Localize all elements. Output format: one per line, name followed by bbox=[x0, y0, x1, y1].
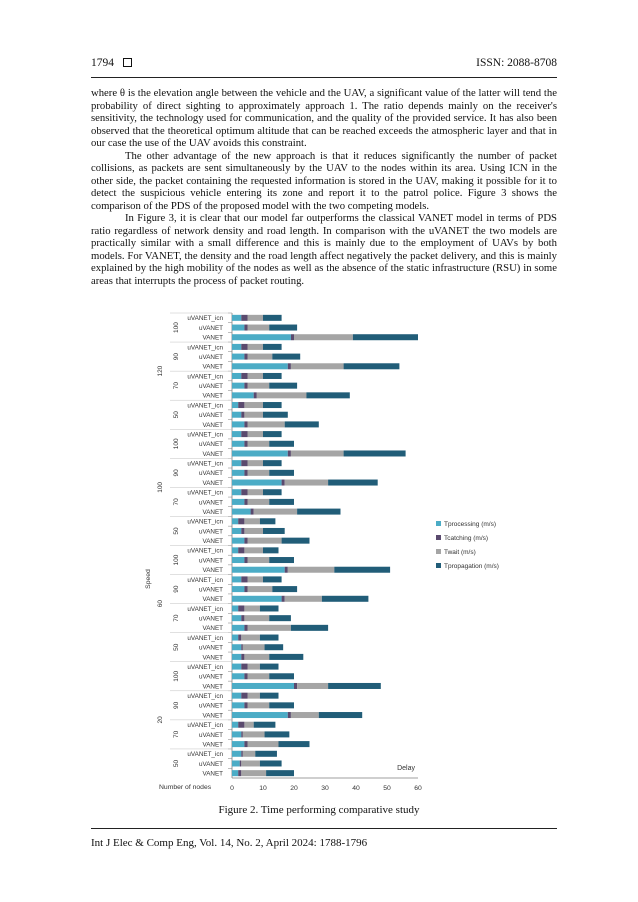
bar-segment bbox=[232, 334, 291, 340]
bar-segment bbox=[248, 664, 260, 670]
bar-segment bbox=[232, 373, 241, 379]
bar-segment bbox=[238, 518, 244, 524]
legend-label: Tpropagation (m/s) bbox=[444, 563, 499, 570]
bar-segment bbox=[232, 412, 241, 418]
nodes-label: 70 bbox=[173, 730, 180, 739]
row-label: uVANET bbox=[198, 557, 223, 565]
bar-segment bbox=[232, 441, 244, 447]
row-label: uVANET bbox=[198, 760, 223, 768]
bar-segment bbox=[269, 470, 294, 476]
bar-segment bbox=[263, 373, 282, 379]
bar-segment bbox=[241, 760, 260, 766]
row-label: uVANET bbox=[198, 412, 223, 420]
row-label: uVANET_icn bbox=[187, 373, 223, 381]
row-label: uVANET bbox=[198, 528, 223, 536]
bar-segment bbox=[272, 354, 300, 360]
bar-segment bbox=[238, 402, 244, 408]
bar-segment bbox=[241, 431, 247, 437]
bar-segment bbox=[328, 480, 378, 486]
row-label: VANET bbox=[202, 538, 223, 546]
footer-rule bbox=[91, 828, 557, 829]
bar-segment bbox=[285, 567, 288, 573]
bar-segment bbox=[263, 528, 285, 534]
bar-segment bbox=[263, 431, 282, 437]
row-label: uVANET_icn bbox=[187, 518, 223, 526]
bar-segment bbox=[255, 751, 277, 757]
bar-segment bbox=[291, 625, 328, 631]
bar-segment bbox=[241, 770, 266, 776]
row-label: VANET bbox=[202, 363, 223, 371]
issn: ISSN: 2088-8708 bbox=[476, 57, 557, 69]
bar-segment bbox=[232, 770, 238, 776]
row-label: VANET bbox=[202, 770, 223, 778]
legend-swatch bbox=[436, 521, 441, 526]
bar-segment bbox=[260, 693, 279, 699]
bar-segment bbox=[244, 528, 263, 534]
bar-segment bbox=[248, 325, 270, 331]
legend-label: Tprocessing (m/s) bbox=[444, 521, 497, 528]
bar-segment bbox=[248, 489, 264, 495]
bar-segment bbox=[248, 586, 273, 592]
bar-segment bbox=[244, 538, 247, 544]
bar-segment bbox=[306, 392, 349, 398]
bar-segment bbox=[248, 499, 270, 505]
bar-segment bbox=[244, 518, 260, 524]
bar-segment bbox=[244, 722, 253, 728]
nodes-label: 70 bbox=[173, 498, 180, 506]
bar-segment bbox=[241, 344, 247, 350]
bar-segment bbox=[232, 421, 244, 427]
bar-segment bbox=[241, 751, 243, 757]
bar-segment bbox=[232, 635, 238, 641]
bar-segment bbox=[232, 731, 241, 737]
row-label: VANET bbox=[202, 596, 223, 604]
bar-segment bbox=[238, 770, 241, 776]
bar-segment bbox=[244, 499, 247, 505]
bar-segment bbox=[232, 615, 241, 621]
nodes-label: 100 bbox=[173, 322, 180, 333]
bar-segment bbox=[232, 344, 241, 350]
row-label: VANET bbox=[202, 392, 223, 400]
nodes-label: 100 bbox=[173, 670, 180, 682]
row-label: uVANET bbox=[198, 731, 223, 739]
bar-segment bbox=[241, 693, 247, 699]
bar-segment bbox=[344, 450, 406, 456]
bar-segment bbox=[232, 722, 238, 728]
bar-segment bbox=[344, 363, 400, 369]
bar-segment bbox=[232, 460, 241, 466]
bar-segment bbox=[232, 567, 285, 573]
bar-segment bbox=[266, 770, 294, 776]
bar-segment bbox=[248, 373, 264, 379]
bar-segment bbox=[297, 683, 328, 689]
bar-segment bbox=[232, 489, 241, 495]
bar-segment bbox=[248, 441, 270, 447]
speed-label: 120 bbox=[157, 365, 164, 377]
row-label: uVANET_icn bbox=[187, 344, 223, 352]
row-label: uVANET_icn bbox=[187, 547, 223, 555]
bar-segment bbox=[248, 557, 270, 563]
bar-segment bbox=[248, 702, 270, 708]
bar-segment bbox=[263, 344, 282, 350]
row-label: VANET bbox=[202, 741, 223, 749]
nodes-label: 70 bbox=[173, 614, 180, 622]
bar-segment bbox=[232, 751, 241, 757]
bar-segment bbox=[269, 654, 303, 660]
bar-segment bbox=[248, 693, 260, 699]
paragraph: The other advantage of the new approach is that it reduces significantly the number of packet collisions, as packets are sent simultaneously by the UAV to the nodes within its area. Using ICN in the other side, the packet containing the requested information is stored in the UAV, making it possible for it to detect the suspicious vehicle entering its zone and report it to the patrol police. Figure 3 shows the comparison of the PDS of the proposed model with the two competing models. bbox=[91, 149, 557, 212]
bar-segment bbox=[269, 325, 297, 331]
bar-segment bbox=[244, 615, 269, 621]
bar-segment bbox=[269, 673, 294, 679]
row-label: uVANET bbox=[198, 324, 223, 332]
bar-segment bbox=[241, 731, 243, 737]
bar-segment bbox=[232, 450, 288, 456]
bar-segment bbox=[263, 547, 279, 553]
bar-segment bbox=[244, 673, 247, 679]
bar-segment bbox=[232, 576, 241, 582]
row-label: uVANET_icn bbox=[187, 751, 223, 759]
bar-segment bbox=[244, 605, 260, 611]
bar-segment bbox=[232, 644, 241, 650]
bar-segment bbox=[232, 499, 244, 505]
bar-segment bbox=[238, 547, 244, 553]
speed-label: 100 bbox=[157, 481, 164, 493]
bar-segment bbox=[232, 664, 241, 670]
bar-segment bbox=[243, 751, 255, 757]
bar-segment bbox=[243, 731, 265, 737]
row-label: uVANET bbox=[198, 383, 223, 391]
row-label: VANET bbox=[202, 683, 223, 691]
row-label: VANET bbox=[202, 654, 223, 662]
bar-segment bbox=[232, 363, 288, 369]
paragraph: where θ is the elevation angle between the vehicle and the UAV, a significant value of the latter will tend the probability of direct sighting to approximately approach 1. The ratio depends mainly on the receiver's sensitivity, the technology used for communication, and the quality of the provided service. It has also been observed that the theoretical optimum altitude that can be reached exceeds the atmospheric layer and that in our case the use of the UAV avoids this constraint. bbox=[91, 87, 557, 149]
bar-segment bbox=[322, 596, 369, 602]
bar-segment bbox=[272, 586, 297, 592]
footer: Int J Elec & Comp Eng, Vol. 14, No. 2, April 2024: 1788-1796 bbox=[91, 837, 368, 849]
row-label: uVANET bbox=[198, 353, 223, 361]
bar-segment bbox=[232, 509, 251, 515]
row-label: uVANET_icn bbox=[187, 489, 223, 497]
bar-segment bbox=[244, 586, 247, 592]
bar-segment bbox=[232, 712, 288, 718]
bar-segment bbox=[244, 441, 247, 447]
bar-segment bbox=[232, 325, 244, 331]
bar-segment bbox=[269, 383, 297, 389]
bar-segment bbox=[291, 334, 294, 340]
row-label: uVANET bbox=[198, 644, 223, 652]
bar-segment bbox=[265, 731, 290, 737]
figure-caption: Figure 2. Time performing comparative study bbox=[218, 804, 420, 816]
bar-segment bbox=[232, 480, 282, 486]
bar-segment bbox=[232, 431, 241, 437]
bar-segment bbox=[319, 712, 362, 718]
bar-segment bbox=[248, 315, 264, 321]
nodes-label: 90 bbox=[173, 701, 180, 709]
bar-segment bbox=[241, 635, 260, 641]
bar-segment bbox=[232, 683, 294, 689]
row-label: uVANET_icn bbox=[187, 315, 223, 323]
bar-segment bbox=[241, 315, 247, 321]
bar-segment bbox=[241, 373, 247, 379]
bar-segment bbox=[241, 489, 247, 495]
bar-segment bbox=[248, 383, 270, 389]
nodes-label: 50 bbox=[173, 759, 180, 768]
bar-segment bbox=[244, 557, 247, 563]
bar-segment bbox=[244, 383, 247, 389]
bar-segment bbox=[251, 509, 254, 515]
row-label: VANET bbox=[202, 712, 223, 720]
bar-segment bbox=[248, 344, 264, 350]
row-label: uVANET bbox=[198, 470, 223, 478]
bar-segment bbox=[232, 625, 244, 631]
bar-segment bbox=[232, 702, 244, 708]
y-axis-subtitle: Number of nodes bbox=[159, 784, 212, 791]
x-tick-label: 40 bbox=[352, 785, 360, 792]
bar-segment bbox=[353, 334, 418, 340]
bar-segment bbox=[244, 354, 247, 360]
bar-segment bbox=[232, 673, 244, 679]
bar-segment bbox=[254, 509, 297, 515]
row-label: uVANET_icn bbox=[187, 693, 223, 701]
bar-segment bbox=[232, 557, 244, 563]
bar-segment bbox=[248, 741, 279, 747]
speed-label: 20 bbox=[157, 716, 164, 724]
bar-segment bbox=[279, 741, 310, 747]
bar-segment bbox=[294, 334, 353, 340]
paragraph: In Figure 3, it is clear that our model far outperforms the classical VANET model in terms of PDS ratio regardless of network density and road length. In comparison with the uVANET the two models are practically similar with a small difference and this is mainly due to the employment of UAVs by both models. For VANET, the density and the road length affect negatively the packet delivery, and this is mainly explained by the high mobility of the nodes as well as the absence of the static infrastructure (RSU) in some areas that interrupts the process of packet routing. bbox=[91, 212, 557, 287]
nodes-label: 90 bbox=[173, 469, 180, 477]
bar-segment bbox=[232, 538, 244, 544]
bar-segment bbox=[243, 644, 265, 650]
bar-segment bbox=[257, 392, 307, 398]
bar-segment bbox=[241, 664, 247, 670]
x-axis-title: Delay bbox=[397, 765, 415, 772]
bar-segment bbox=[288, 363, 291, 369]
nodes-label: 50 bbox=[173, 411, 180, 419]
legend-label: Twait (m/s) bbox=[444, 549, 476, 556]
row-label: VANET bbox=[202, 450, 223, 458]
bar-segment bbox=[288, 712, 291, 718]
row-label: uVANET_icn bbox=[187, 431, 223, 439]
x-tick-label: 0 bbox=[230, 785, 234, 792]
legend-swatch bbox=[436, 563, 441, 568]
bar-segment bbox=[248, 431, 264, 437]
bar-segment bbox=[232, 315, 241, 321]
bar-segment bbox=[232, 654, 241, 660]
bar-segment bbox=[263, 460, 282, 466]
bar-segment bbox=[240, 760, 242, 766]
bar-segment bbox=[269, 441, 294, 447]
bar-segment bbox=[232, 586, 244, 592]
bar-segment bbox=[260, 635, 279, 641]
bar-segment bbox=[232, 383, 244, 389]
row-label: VANET bbox=[202, 508, 223, 516]
speed-label: 60 bbox=[157, 600, 164, 608]
bar-segment bbox=[232, 760, 240, 766]
bar-segment bbox=[248, 354, 273, 360]
bar-segment bbox=[248, 673, 270, 679]
bar-segment bbox=[269, 499, 294, 505]
x-tick-label: 60 bbox=[414, 785, 422, 792]
row-label: VANET bbox=[202, 334, 223, 342]
bar-segment bbox=[288, 567, 335, 573]
bar-segment bbox=[244, 402, 263, 408]
nodes-label: 100 bbox=[173, 554, 180, 566]
row-label: VANET bbox=[202, 567, 223, 575]
bar-segment bbox=[244, 741, 247, 747]
nodes-label: 50 bbox=[173, 643, 180, 651]
row-label: uVANET bbox=[198, 441, 223, 449]
bar-segment bbox=[282, 596, 285, 602]
row-label: uVANET bbox=[198, 499, 223, 507]
bar-segment bbox=[241, 576, 247, 582]
bar-segment bbox=[241, 654, 244, 660]
y-axis-title: Speed bbox=[145, 569, 152, 589]
row-label: uVANET_icn bbox=[187, 605, 223, 613]
bar-segment bbox=[263, 315, 282, 321]
bar-segment bbox=[285, 596, 322, 602]
row-label: uVANET_icn bbox=[187, 722, 223, 730]
bar-segment bbox=[248, 421, 285, 427]
row-label: uVANET_icn bbox=[187, 634, 223, 642]
bar-segment bbox=[288, 450, 291, 456]
bar-segment bbox=[334, 567, 390, 573]
x-tick-label: 30 bbox=[321, 785, 329, 792]
row-label: uVANET bbox=[198, 673, 223, 681]
row-label: VANET bbox=[202, 625, 223, 633]
bar-segment bbox=[232, 596, 282, 602]
row-label: uVANET_icn bbox=[187, 576, 223, 584]
bar-segment bbox=[265, 644, 284, 650]
bar-segment bbox=[260, 605, 279, 611]
bar-segment bbox=[244, 702, 247, 708]
bar-segment bbox=[285, 421, 319, 427]
page-number: 1794 bbox=[91, 57, 114, 69]
bar-segment bbox=[232, 392, 254, 398]
nodes-label: 100 bbox=[173, 438, 180, 450]
bar-segment bbox=[244, 421, 247, 427]
bar-segment bbox=[269, 557, 294, 563]
bar-segment bbox=[263, 412, 288, 418]
bar-segment bbox=[269, 615, 291, 621]
nodes-label: 90 bbox=[173, 352, 180, 361]
bar-segment bbox=[260, 518, 276, 524]
x-tick-label: 20 bbox=[290, 785, 298, 792]
bar-segment bbox=[244, 547, 263, 553]
nodes-label: 70 bbox=[173, 382, 180, 390]
bar-segment bbox=[244, 412, 263, 418]
row-label: uVANET_icn bbox=[187, 460, 223, 468]
row-label: uVANET bbox=[198, 615, 223, 623]
bar-segment bbox=[241, 644, 243, 650]
bar-segment bbox=[241, 460, 247, 466]
bar-segment bbox=[232, 547, 238, 553]
bar-segment bbox=[254, 392, 257, 398]
row-label: VANET bbox=[202, 421, 223, 429]
x-tick-label: 10 bbox=[259, 785, 267, 792]
bar-segment bbox=[297, 509, 340, 515]
bar-segment bbox=[263, 402, 282, 408]
bar-segment bbox=[232, 741, 244, 747]
bar-segment bbox=[244, 625, 247, 631]
legend-swatch bbox=[436, 535, 441, 540]
row-label: uVANET_icn bbox=[187, 402, 223, 410]
bar-segment bbox=[241, 528, 244, 534]
bar-segment bbox=[232, 518, 238, 524]
bar-segment bbox=[254, 722, 276, 728]
x-tick-label: 50 bbox=[383, 785, 391, 792]
nodes-label: 90 bbox=[173, 585, 180, 593]
bar-segment bbox=[328, 683, 381, 689]
bar-segment bbox=[291, 712, 319, 718]
row-label: VANET bbox=[202, 479, 223, 487]
bar-segment bbox=[263, 489, 282, 495]
bar-segment bbox=[285, 480, 328, 486]
bar-segment bbox=[238, 722, 244, 728]
bar-segment bbox=[282, 538, 310, 544]
bar-segment bbox=[248, 460, 264, 466]
bar-segment bbox=[244, 325, 247, 331]
bar-segment bbox=[263, 576, 282, 582]
bar-segment bbox=[260, 760, 282, 766]
legend-swatch bbox=[436, 549, 441, 554]
bar-segment bbox=[248, 470, 270, 476]
nodes-label: 50 bbox=[173, 527, 180, 535]
bar-segment bbox=[282, 480, 285, 486]
bar-segment bbox=[232, 528, 241, 534]
bar-segment bbox=[269, 702, 294, 708]
row-label: uVANET bbox=[198, 702, 223, 710]
bar-segment bbox=[291, 363, 344, 369]
row-label: uVANET_icn bbox=[187, 663, 223, 671]
bar-segment bbox=[294, 683, 297, 689]
bar-segment bbox=[241, 412, 244, 418]
bar-segment bbox=[232, 354, 244, 360]
bar-segment bbox=[232, 605, 238, 611]
bar-segment bbox=[232, 693, 241, 699]
legend-label: Tcatching (m/s) bbox=[444, 535, 489, 542]
bar-segment bbox=[244, 654, 269, 660]
bar-segment bbox=[232, 402, 238, 408]
bar-segment bbox=[291, 450, 344, 456]
bar-segment bbox=[241, 615, 244, 621]
bar-segment bbox=[248, 538, 282, 544]
bar-segment bbox=[260, 664, 279, 670]
bar-segment bbox=[232, 470, 244, 476]
bar-segment bbox=[248, 625, 291, 631]
bar-segment bbox=[238, 605, 244, 611]
row-label: uVANET bbox=[198, 586, 223, 594]
bar-segment bbox=[244, 470, 247, 476]
bar-segment bbox=[238, 635, 241, 641]
bar-segment bbox=[248, 576, 264, 582]
